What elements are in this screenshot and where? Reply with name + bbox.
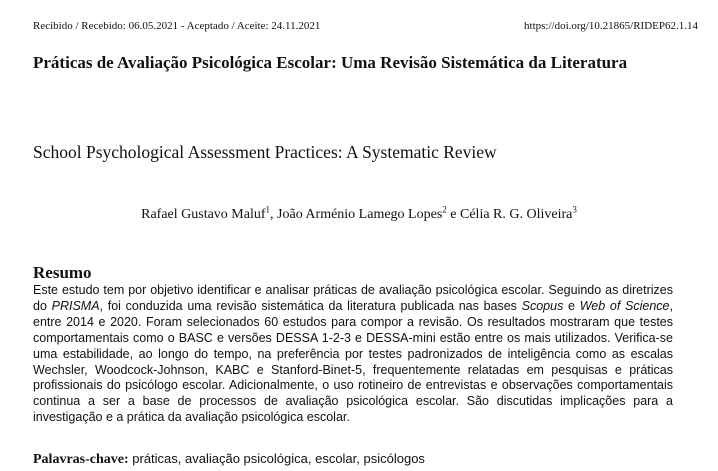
abstract-text [33,283,673,426]
keywords-line [33,451,425,468]
abstract-heading: Resumo [33,263,92,282]
abstract-italic-term: Web of Science [579,298,670,313]
author-list [0,204,718,223]
author-affiliation-mark: 2 [442,204,447,215]
author-name: Rafael Gustavo Maluf [141,207,266,222]
doi-link[interactable]: https://doi.org/10.21865/RIDEP62.1.14 [524,20,698,32]
author-name: João Arménio Lamego Lopes [277,207,443,222]
abstract-segment: , entre 2014 e 2020. Foram selecionados 60 estudos para compor a revisão. Os resultados mostraram que testes comportamentais como o BASC e versões DESSA 1-2-3 e DESSA-mini estão entre os mais utilizados. Verifica-se uma estabilidade, ao longo do tempo, na preferência por testes padronizados de inteligência como as escalas Wechsler, Woodcock-Johnson, KABC e Stanford-Binet-5, frequentemente relatadas em pesquisas e práticas profissionais do psicólogo escolar. Adicionalmente, o uso rotineiro de entrevistas e observações comportamentais continua a ser a base de processos de avaliação psicológica escolar. São discutidas implicações para a investigação e a prática da avaliação psicológica escolar. [33,298,673,425]
author-affiliation-mark: 1 [265,204,271,215]
abstract-italic-term: PRISMA [51,298,100,313]
abstract-segment: Este estudo tem por objetivo identificar e analisar práticas de avaliação psicológica escolar. Seguindo as diretrizes do [33,283,673,313]
abstract-italic-term: Scopus [521,298,564,313]
author-separator: e [446,207,460,222]
keywords-label: Palavras-chave: [33,452,129,467]
keywords-text: práticas, avaliação psicológica, escolar, psicólogos [128,451,425,466]
author-separator: , [270,207,278,222]
author-affiliation-mark: 3 [572,204,577,215]
abstract-segment: , foi conduzida uma revisão sistemática da literatura publicada nas bases [99,298,522,313]
abstract-segment: e [563,298,580,313]
paper-title-portuguese: Práticas de Avaliação Psicológica Escolar: Uma Revisão Sistemática da Literatura [33,53,628,72]
author-name: Célia R. G. Oliveira [460,207,573,222]
paper-title-english: School Psychological Assessment Practices: A Systematic Review [33,142,497,162]
received-accepted-dates: Recibido / Recebido: 06.05.2021 - Aceptado / Aceite: 24.11.2021 [33,20,321,32]
